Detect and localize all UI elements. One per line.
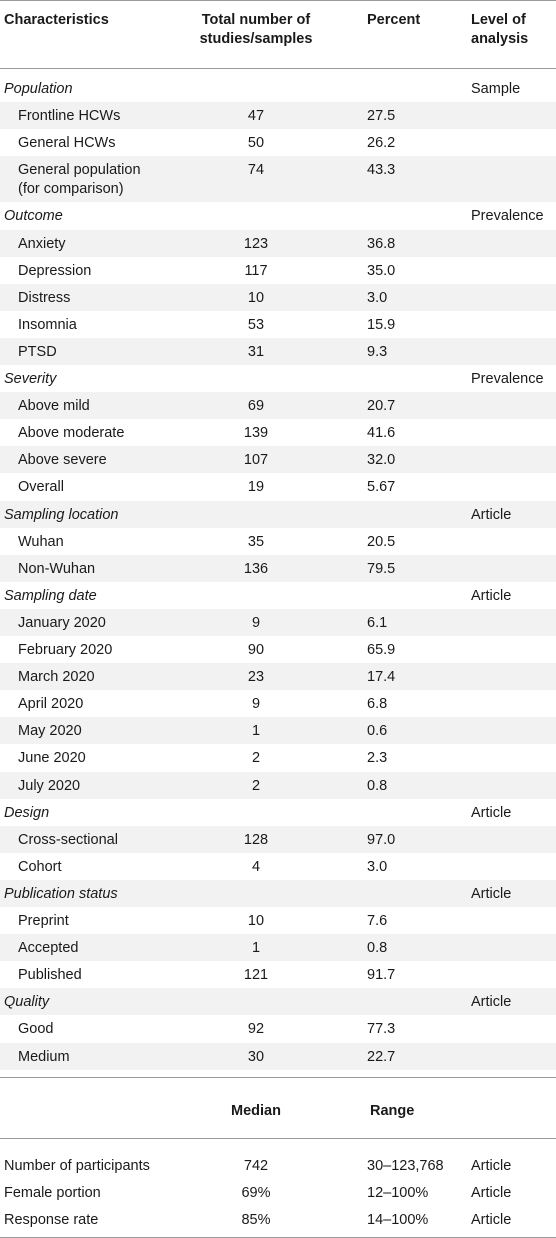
row-percent: 79.5 [367,560,396,577]
table-row [0,473,556,500]
second-header-rule [0,1138,556,1139]
row-label: General population [18,162,141,179]
header-range: Range [370,1102,415,1119]
table-row [0,772,556,799]
table-row [0,717,556,744]
section-row [0,365,556,392]
row-count: 1 [251,723,261,740]
row-percent: 20.7 [367,398,396,415]
row-label: Overall [18,479,64,496]
row-label: PTSD [18,343,57,360]
table-row [0,934,556,961]
row-percent: 3.0 [367,289,388,306]
section-level: Prevalence [471,371,544,387]
section-level: Article [471,885,512,902]
row-percent: 17.4 [367,669,396,686]
row-count: 35 [247,533,265,550]
row-percent: 41.6 [367,425,396,442]
table-row [0,609,556,636]
row-percent: 6.1 [367,614,388,631]
mid-rule [0,1077,556,1078]
row-percent: 6.8 [367,696,388,713]
table-row [0,230,556,257]
row-percent: 35.0 [367,262,396,279]
table-header [0,11,556,51]
row-percent: 2.3 [367,750,388,767]
row-percent: 77.3 [367,1021,396,1038]
row-percent: 0.8 [367,777,388,794]
row-label: Insomnia [18,316,77,333]
table-row [0,446,556,473]
section-level: Article [471,587,512,604]
table-row [0,663,556,690]
row-label: Medium [18,1048,70,1065]
row-count: 9 [251,614,261,631]
row-label: March 2020 [18,669,95,686]
section-level: Prevalence [471,208,544,225]
row-percent: 36.8 [367,235,396,252]
row-count: 31 [247,343,265,360]
row-count: 53 [247,316,265,333]
row-label: Good [18,1021,54,1038]
table-row [0,284,556,311]
row-label: Above mild [18,398,90,415]
table-row [0,636,556,663]
section-level: Article [471,994,512,1011]
table-row [0,338,556,365]
table-row [0,690,556,717]
row-percent: 0.8 [367,940,388,957]
row-count: 1 [251,940,261,957]
table-row [0,129,556,156]
header-median: Median [231,1102,281,1119]
row-label-line2: (for comparison) [18,181,124,198]
summary-median: 85% [241,1211,271,1228]
row-percent: 91.7 [367,967,396,984]
row-label: Published [18,967,82,984]
table-row [0,1043,556,1070]
row-count: 90 [247,642,265,658]
row-label: July 2020 [18,777,81,794]
row-label: Above moderate [18,425,125,442]
row-count: 10 [247,289,265,306]
summary-label: Response rate [4,1211,99,1228]
row-count: 2 [251,750,261,767]
section-title: Population [4,81,73,97]
row-count: 92 [247,1021,265,1038]
table-row [0,311,556,338]
summary-range: 12–100% [367,1184,429,1201]
row-count: 123 [243,235,269,252]
table-row [0,853,556,880]
row-count: 47 [247,108,265,125]
summary-median: 69% [241,1184,271,1201]
row-percent: 27.5 [367,108,396,125]
table-row [0,961,556,988]
summary-level: Article [471,1211,512,1228]
section-row [0,501,556,528]
section-title: Sampling date [4,587,97,604]
header-level-line1: Level of [471,12,526,28]
row-count: 128 [243,831,269,848]
row-label: Wuhan [18,533,64,550]
row-count: 2 [251,777,261,794]
row-count: 69 [247,398,265,415]
row-count: 19 [247,479,265,496]
table-row [0,528,556,555]
summary-range: 14–100% [367,1211,429,1228]
section-row [0,202,556,229]
row-count: 74 [247,162,265,179]
section-row [0,988,556,1015]
row-label: Frontline HCWs [18,108,121,125]
table-row [0,392,556,419]
row-label: Anxiety [18,235,66,252]
row-percent: 0.6 [367,723,388,740]
row-label: May 2020 [18,723,82,740]
row-label: Depression [18,262,92,279]
section-title: Outcome [4,208,63,225]
header-characteristics: Characteristics [4,12,109,28]
row-percent: 7.6 [367,913,388,929]
summary-median: 742 [243,1157,269,1174]
row-label: Above severe [18,452,107,469]
row-label: Non-Wuhan [18,560,96,577]
section-title: Publication status [4,885,118,902]
section-level: Sample [471,81,521,97]
row-label: April 2020 [18,696,84,713]
header-percent: Percent [367,12,421,28]
section-level: Article [471,506,512,523]
row-label: Cohort [18,858,62,875]
header-total-line1: Total number of [201,12,311,28]
section-row [0,582,556,609]
row-count: 23 [247,669,265,686]
section-row [0,75,556,102]
section-title: Quality [4,994,50,1011]
row-label: Distress [18,289,71,306]
row-count: 139 [243,425,269,442]
header-rule [0,68,556,69]
row-label: Cross-sectional [18,831,118,848]
row-percent: 9.3 [367,343,388,360]
row-percent: 15.9 [367,316,396,333]
row-percent: 26.2 [367,135,396,152]
row-percent: 20.5 [367,533,396,550]
row-label: Preprint [18,913,69,929]
row-percent: 22.7 [367,1048,396,1065]
section-level: Article [471,804,512,821]
section-row [0,880,556,907]
row-label: June 2020 [18,750,86,767]
row-count: 9 [251,696,261,713]
table-row [0,1015,556,1042]
section-title: Design [4,804,50,821]
summary-label: Female portion [4,1184,101,1201]
row-percent: 97.0 [367,831,396,848]
section-title: Severity [4,371,57,387]
row-percent: 3.0 [367,858,388,875]
row-count: 30 [247,1048,265,1065]
top-rule [0,0,556,1]
table-row [0,102,556,129]
table-row [0,907,556,934]
row-label: January 2020 [18,614,106,631]
row-count: 4 [251,858,261,875]
summary-level: Article [471,1184,512,1201]
table-row [0,257,556,284]
table-row [0,744,556,771]
row-count: 107 [243,452,269,469]
row-label: February 2020 [18,642,113,658]
row-percent: 43.3 [367,162,396,179]
row-label: Accepted [18,940,79,957]
row-count: 121 [243,967,269,984]
header-level-line2: analysis [471,31,529,47]
table-row [0,419,556,446]
row-percent: 5.67 [367,479,396,496]
table-row [0,826,556,853]
row-percent: 65.9 [367,642,396,658]
row-count: 10 [247,913,265,929]
summary-level: Article [471,1157,512,1174]
row-count: 136 [243,560,269,577]
row-label: General HCWs [18,135,116,152]
table-row [0,555,556,582]
header-total-line2: studies/samples [199,31,313,47]
row-count: 117 [244,262,268,279]
section-row [0,799,556,826]
section-title: Sampling location [4,506,119,523]
summary-range: 30–123,768 [367,1157,444,1174]
summary-label: Number of participants [4,1157,150,1174]
row-count: 50 [247,135,265,152]
row-percent: 32.0 [367,452,396,469]
table-row [0,156,556,202]
